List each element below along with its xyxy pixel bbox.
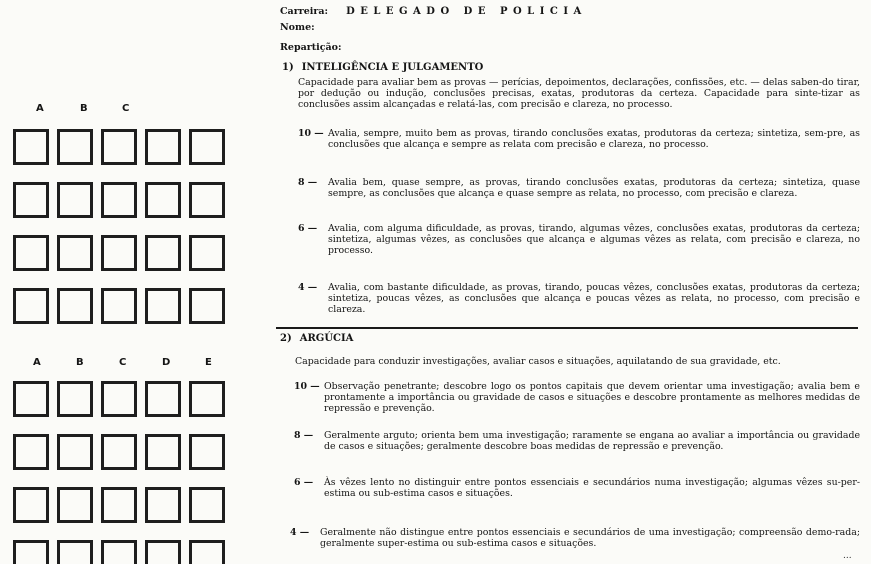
rating-checkbox[interactable] [57,381,93,417]
section-2-item [290,527,860,549]
grid-2-header [13,357,238,373]
level-number: 8 — [298,177,318,188]
rating-checkbox[interactable] [101,182,137,218]
section-2-title-text: ARGÚCIA [299,333,354,344]
level-number: 4 — [290,527,310,538]
rating-checkbox[interactable] [57,540,93,564]
nome-label: Nome: [280,22,315,33]
section-1-item [298,223,860,256]
rating-checkbox[interactable] [13,487,49,523]
level-description: Avalia, com bastante dificuldade, as provas, tirando, poucas vêzes, conclusões exatas, produtoras da certeza; sintetiza, poucas vêzes, as conclusões que alcança e poucas vêzes as relata, no processo, com precisão e clareza. [328,282,860,315]
rating-checkbox[interactable] [101,381,137,417]
rating-checkbox[interactable] [101,434,137,470]
rating-checkbox[interactable] [189,235,225,271]
rating-checkbox[interactable] [13,235,49,271]
section-divider [276,327,858,329]
rating-checkbox[interactable] [13,129,49,165]
grid-2-col-d: D [162,357,171,368]
level-description: Geralmente não distingue entre pontos essenciais e secundários de uma investigação; compreensão demo-rada; geralmente super-estima ou sub-estima casos e situações. [320,527,860,549]
level-number: 10 — [298,128,324,139]
rating-checkbox[interactable] [13,540,49,564]
level-description: Observação penetrante; descobre logo os pontos capitais que devem orientar uma investigação; avalia bem e prontamente a importância ou gravidade de casos e situações e descobre prontamente as melhores medidas de repressão e prevenção. [324,381,860,414]
grid-1-col-a: A [36,103,44,114]
grid-2-col-b: B [76,357,84,368]
rating-checkbox[interactable] [57,288,93,324]
rating-checkbox[interactable] [145,182,181,218]
grid-1-row [13,235,238,271]
level-number: 8 — [294,430,314,441]
section-2-item [294,477,860,499]
rating-checkbox[interactable] [13,182,49,218]
rating-checkbox[interactable] [101,129,137,165]
section-2-description: Capacidade para conduzir investigações, avaliar casos e situações, aquilatando de sua gravidade, etc. [295,356,781,367]
grid-2-row [13,381,238,417]
rating-checkbox[interactable] [189,288,225,324]
rating-checkbox[interactable] [189,540,225,564]
carreira-value: DELEGADO DE POLICIA [346,6,587,17]
section-1-title [282,62,483,73]
rating-checkbox[interactable] [57,182,93,218]
rating-checkbox[interactable] [57,235,93,271]
rating-checkbox[interactable] [189,487,225,523]
level-number: 10 — [294,381,320,392]
level-number: 6 — [294,477,314,488]
rating-checkbox[interactable] [57,434,93,470]
rating-checkbox[interactable] [145,235,181,271]
rating-grid-1 [13,103,238,341]
section-1-item [298,177,860,199]
grid-2-row [13,487,238,523]
rating-checkbox[interactable] [101,540,137,564]
rating-checkbox[interactable] [145,540,181,564]
level-description: Avalia, sempre, muito bem as provas, tirando conclusões exatas, produtoras da certeza; sintetiza, sem-pre, as conclusões que alcança e sempre as relata com precisão e clareza, no processo. [328,128,860,150]
grid-2-col-e: E [205,357,212,368]
rating-checkbox[interactable] [145,487,181,523]
section-2-title [280,333,353,344]
section-1-item [298,282,860,315]
section-1-item [298,128,860,150]
rating-checkbox[interactable] [189,434,225,470]
rating-checkbox[interactable] [101,235,137,271]
level-description: Avalia bem, quase sempre, as provas, tirando conclusões exatas, produtoras da certeza; sintetiza, quase sempre, as conclusões que alcança e quase sempre as relata, no processo, com precisão e clareza. [328,177,860,199]
section-1-number: 1) [282,62,294,73]
level-number: 6 — [298,223,318,234]
grid-1-header [13,103,238,119]
grid-2-row [13,540,238,564]
section-2-number: 2) [280,333,292,344]
rating-checkbox[interactable] [13,434,49,470]
grid-1-row [13,129,238,165]
rating-checkbox[interactable] [189,182,225,218]
section-2-item [294,430,860,452]
level-description: Geralmente arguto; orienta bem uma investigação; raramente se engana ao avaliar a importância ou gravidade de casos e situações; geralmente descobre boas medidas de repressão e prevenção. [324,430,860,452]
rating-checkbox[interactable] [101,288,137,324]
rating-checkbox[interactable] [145,381,181,417]
rating-checkbox[interactable] [57,129,93,165]
rating-grid-2 [13,357,238,564]
rating-checkbox[interactable] [189,381,225,417]
rating-checkbox[interactable] [145,288,181,324]
rating-checkbox[interactable] [145,129,181,165]
grid-1-col-b: B [80,103,88,114]
grid-1-col-c: C [122,103,130,114]
grid-2-row [13,434,238,470]
rating-checkbox[interactable] [101,487,137,523]
carreira-row [280,6,587,17]
grid-2-col-a: A [33,357,41,368]
level-number: 4 — [298,282,318,293]
grid-1-row [13,182,238,218]
section-1-description: Capacidade para avaliar bem as provas — perícias, depoimentos, declarações, confissões, etc. — delas saben-do tirar, por dedução ou indução, conclusões precisas, exatas, produtoras da certeza. Capacidade para sinte-tizar as conclusões assim alcançadas e relatá-las, com precisão e clareza, no processo. [298,77,860,110]
section-1-title-text: INTELIGÊNCIA E JULGAMENTO [301,62,484,73]
rating-checkbox[interactable] [189,129,225,165]
rating-checkbox[interactable] [13,381,49,417]
rating-checkbox[interactable] [145,434,181,470]
grid-1-row [13,288,238,324]
rating-checkbox[interactable] [57,487,93,523]
rating-checkbox[interactable] [13,288,49,324]
page-mark: ... [843,551,852,561]
carreira-label: Carreira: [280,6,329,17]
level-description: Avalia, com alguma dificuldade, as provas, tirando, algumas vêzes, conclusões exatas, produtoras da certeza; sintetiza, algumas vêzes, as conclusões que alcança e algumas vêzes as relata, com precisão e clareza, no processo. [328,223,860,256]
reparticao-label: Repartição: [280,42,342,53]
section-2-item [294,381,860,414]
level-description: Às vêzes lento no distinguir entre pontos essenciais e secundários numa investigação; algumas vêzes su-per-estima ou sub-estima casos e situações. [324,477,860,499]
grid-2-col-c: C [119,357,127,368]
